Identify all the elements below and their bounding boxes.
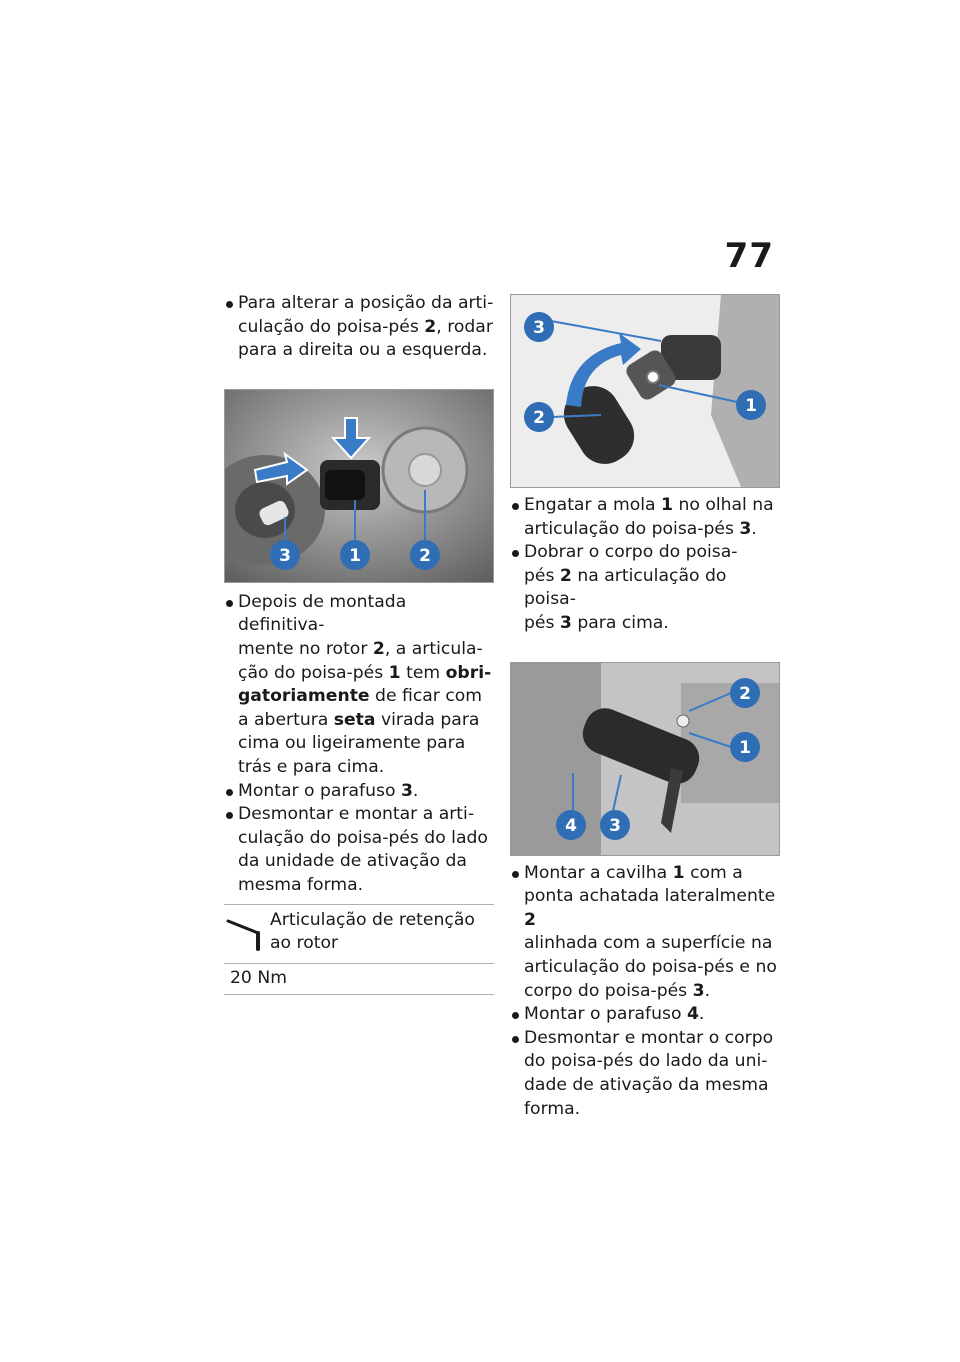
photo-spring-footrest [510, 294, 780, 488]
torque-wrench-icon [224, 909, 270, 957]
instruction-fold-footrest: Dobrar o corpo do poisa- pés 2 na articulação do poisa- pés 3 para cima. [510, 541, 782, 635]
torque-spec-header [224, 905, 494, 964]
svg-text:3: 3 [279, 545, 291, 566]
svg-text:2: 2 [533, 408, 545, 428]
left-column [224, 292, 494, 995]
svg-text:2: 2 [739, 683, 751, 704]
callout-3 [600, 810, 630, 840]
callout-1 [340, 540, 370, 570]
instruction-engage-spring: Engatar a mola 1 no olhal na articulação do poisa-pés 3. [510, 494, 782, 541]
callout-2 [730, 678, 760, 708]
torque-spec-label: Articulação de retenção ao rotor [270, 909, 475, 954]
photo-pin-screw [510, 662, 780, 856]
page-number: 77 [724, 236, 774, 276]
callout-4 [556, 810, 586, 840]
torque-spec-value: 20 Nm [230, 967, 287, 988]
svg-text:2: 2 [419, 545, 431, 566]
callout-3 [524, 312, 554, 342]
right-column [510, 294, 782, 1121]
instruction-other-side: Desmontar e montar a arti- culação do poisa-pés do lado da unidade de ativação da mesma forma. [224, 803, 494, 897]
callout-2 [524, 402, 554, 432]
svg-text:1: 1 [745, 396, 757, 416]
instruction-mount-pin: Montar a cavilha 1 com a ponta achatada lateralmente 2 alinhada com a superfície na articulação do poisa-pés e no corpo do poisa-pés 3. [510, 862, 782, 1004]
callout-3 [270, 540, 300, 570]
svg-text:3: 3 [609, 815, 621, 836]
instruction-adjust-position: Para alterar a posição da arti- culação do poisa-pés 2, rodar para a direita ou a esquerda. [224, 292, 494, 363]
svg-text:3: 3 [533, 318, 545, 338]
photo-rotor-footrest-joint [224, 389, 494, 583]
svg-text:1: 1 [739, 737, 751, 758]
svg-text:4: 4 [565, 815, 577, 836]
callout-1 [736, 390, 766, 420]
instruction-mount-screw-3: Montar o parafuso 3. [224, 780, 494, 804]
callout-1 [730, 732, 760, 762]
torque-spec-table [224, 904, 494, 996]
instruction-mount-screw-4: Montar o parafuso 4. [510, 1003, 782, 1027]
instruction-mount-rotor: Depois de montada definitiva- mente no rotor 2, a articula- ção do poisa-pés 1 tem obri- gatoriamente de ficar com a abertura seta virada para cima ou ligeiramente para trás e para cima. [224, 591, 494, 780]
callout-2 [410, 540, 440, 570]
svg-text:1: 1 [349, 545, 361, 566]
instruction-footrest-other-side: Desmontar e montar o corpo do poisa-pés do lado da uni- dade de ativação da mesma forma. [510, 1027, 782, 1121]
